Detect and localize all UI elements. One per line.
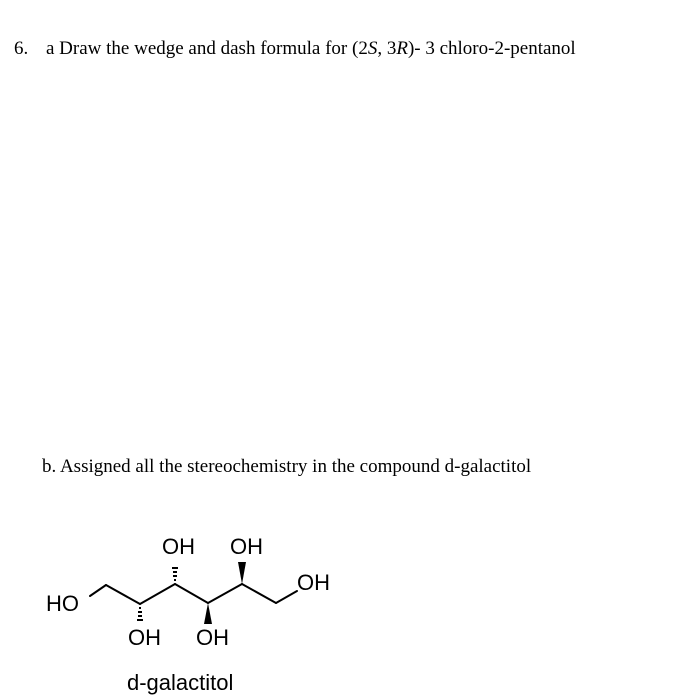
bond-c5-c6 [242,584,276,603]
bond-o1-c1 [90,585,106,596]
label-top-oh-2: OH [230,534,263,559]
part-a-mid: , 3 [377,38,397,59]
label-top-oh-1: OH [162,534,195,559]
label-bottom-oh-2: OH [196,625,229,650]
label-bottom-oh-1: OH [128,625,161,650]
stereo-s-descriptor: S [367,38,378,59]
label-left-ho: HO [46,591,79,616]
question-part-a [46,39,576,58]
wedge-bond-c5 [238,562,246,584]
part-a-prefix: a Draw the wedge and dash formula for (2 [46,38,368,59]
part-a-suffix: )- 3 chloro-2-pentanol [407,38,576,59]
hashed-bond-c3 [172,568,178,580]
carbon-skeleton [90,584,297,604]
question-number: 6. [14,38,29,59]
bond-c4-c5 [208,584,242,603]
bond-c2-c3 [140,584,175,604]
bond-c1-c2 [106,585,140,604]
bond-c6-o6 [276,591,297,603]
compound-name: d-galactitol [127,670,234,695]
wedge-bond-c4 [204,603,212,624]
label-right-oh: OH [297,570,330,595]
question-part-b: b. Assigned all the stereochemistry in the compound d-galactitol [42,456,532,477]
stereo-r-descriptor: R [396,38,408,59]
hashed-bond-c2 [137,608,143,620]
bond-c3-c4 [175,584,208,603]
galactitol-structure [0,520,689,700]
